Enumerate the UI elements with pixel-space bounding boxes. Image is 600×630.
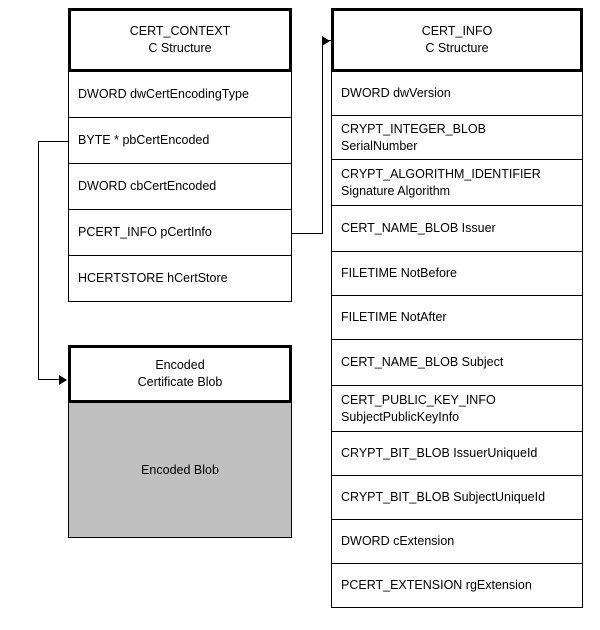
connector-pcertinfo-segment-v xyxy=(322,40,323,234)
cert-info-field-8 xyxy=(331,432,583,476)
cert-info-field-10-line1: DWORD cExtension xyxy=(341,534,455,549)
cert-info-field-8-line1: CRYPT_BIT_BLOB IssuerUniqueId xyxy=(341,446,538,461)
cert-info-header-line1: CERT_INFO xyxy=(421,24,493,39)
cert-context-field-2-label: DWORD cbCertEncoded xyxy=(78,179,217,194)
cert-context-field-4-label: HCERTSTORE hCertStore xyxy=(78,271,228,286)
connector-pbcertencoded-segment-v xyxy=(38,141,39,379)
cert-info-field-5 xyxy=(331,296,583,340)
cert-info-field-0 xyxy=(331,72,583,116)
cert-context-field-1-label: BYTE * pbCertEncoded xyxy=(78,133,210,148)
cert-context-field-4 xyxy=(68,256,292,302)
cert-info-field-11 xyxy=(331,564,583,608)
cert-context-field-3-label: PCERT_INFO pCertInfo xyxy=(78,225,212,240)
cert-context-header-line2: C Structure xyxy=(148,41,212,55)
encoded-blob-body xyxy=(68,403,292,538)
cert-info-field-4-line1: FILETIME NotBefore xyxy=(341,266,458,281)
cert-info-field-9 xyxy=(331,476,583,520)
connector-pbcertencoded-arrowhead xyxy=(59,375,67,385)
cert-info-field-7 xyxy=(331,386,583,432)
encoded-certificate-header-line1: Encoded xyxy=(155,358,205,373)
connector-pcertinfo-arrowhead xyxy=(322,36,330,46)
cert-info-field-1 xyxy=(331,116,583,160)
cert-info-field-6 xyxy=(331,340,583,386)
cert-info-field-0-line1: DWORD dwVersion xyxy=(341,86,451,101)
encoded-blob-label: Encoded Blob xyxy=(141,463,219,477)
cert-info-field-2-line2: Signature Algorithm xyxy=(341,183,451,198)
cert-info-field-11-line1: PCERT_EXTENSION rgExtension xyxy=(341,578,532,593)
cert-context-field-2 xyxy=(68,164,292,210)
cert-info-field-9-line1: CRYPT_BIT_BLOB SubjectUniqueId xyxy=(341,490,546,505)
cert-context-header xyxy=(68,8,292,72)
cert-info-field-2-line1: CRYPT_ALGORITHM_IDENTIFIER xyxy=(341,167,541,182)
cert-context-field-0-label: DWORD dwCertEncodingType xyxy=(78,87,249,102)
cert-info-field-1-line1: CRYPT_INTEGER_BLOB xyxy=(341,122,486,137)
cert-context-field-0 xyxy=(68,72,292,118)
cert-info-header xyxy=(331,8,583,72)
cert-info-header-line2: C Structure xyxy=(425,41,489,55)
cert-info-field-2 xyxy=(331,160,583,206)
cert-context-field-1 xyxy=(68,118,292,164)
encoded-certificate-header-line2: Certificate Blob xyxy=(137,375,223,389)
cert-info-field-6-line1: CERT_NAME_BLOB Subject xyxy=(341,355,504,370)
cert-info-field-10 xyxy=(331,520,583,564)
connector-pcertinfo-segment-h1 xyxy=(292,233,323,234)
cert-info-field-1-line2: SerialNumber xyxy=(341,138,418,153)
cert-context-field-3 xyxy=(68,210,292,256)
cert-info-field-3-line1: CERT_NAME_BLOB Issuer xyxy=(341,221,496,236)
cert-info-field-4 xyxy=(331,252,583,296)
connector-pbcertencoded-segment-h2 xyxy=(38,379,60,380)
cert-context-header-line1: CERT_CONTEXT xyxy=(129,24,231,39)
cert-info-field-7-line1: CERT_PUBLIC_KEY_INFO xyxy=(341,393,496,408)
connector-pbcertencoded-segment-h1 xyxy=(38,141,69,142)
encoded-certificate-header xyxy=(68,345,292,403)
cert-info-field-5-line1: FILETIME NotAfter xyxy=(341,310,447,325)
cert-info-field-3 xyxy=(331,206,583,252)
cert-info-field-7-line2: SubjectPublicKeyInfo xyxy=(341,409,460,424)
